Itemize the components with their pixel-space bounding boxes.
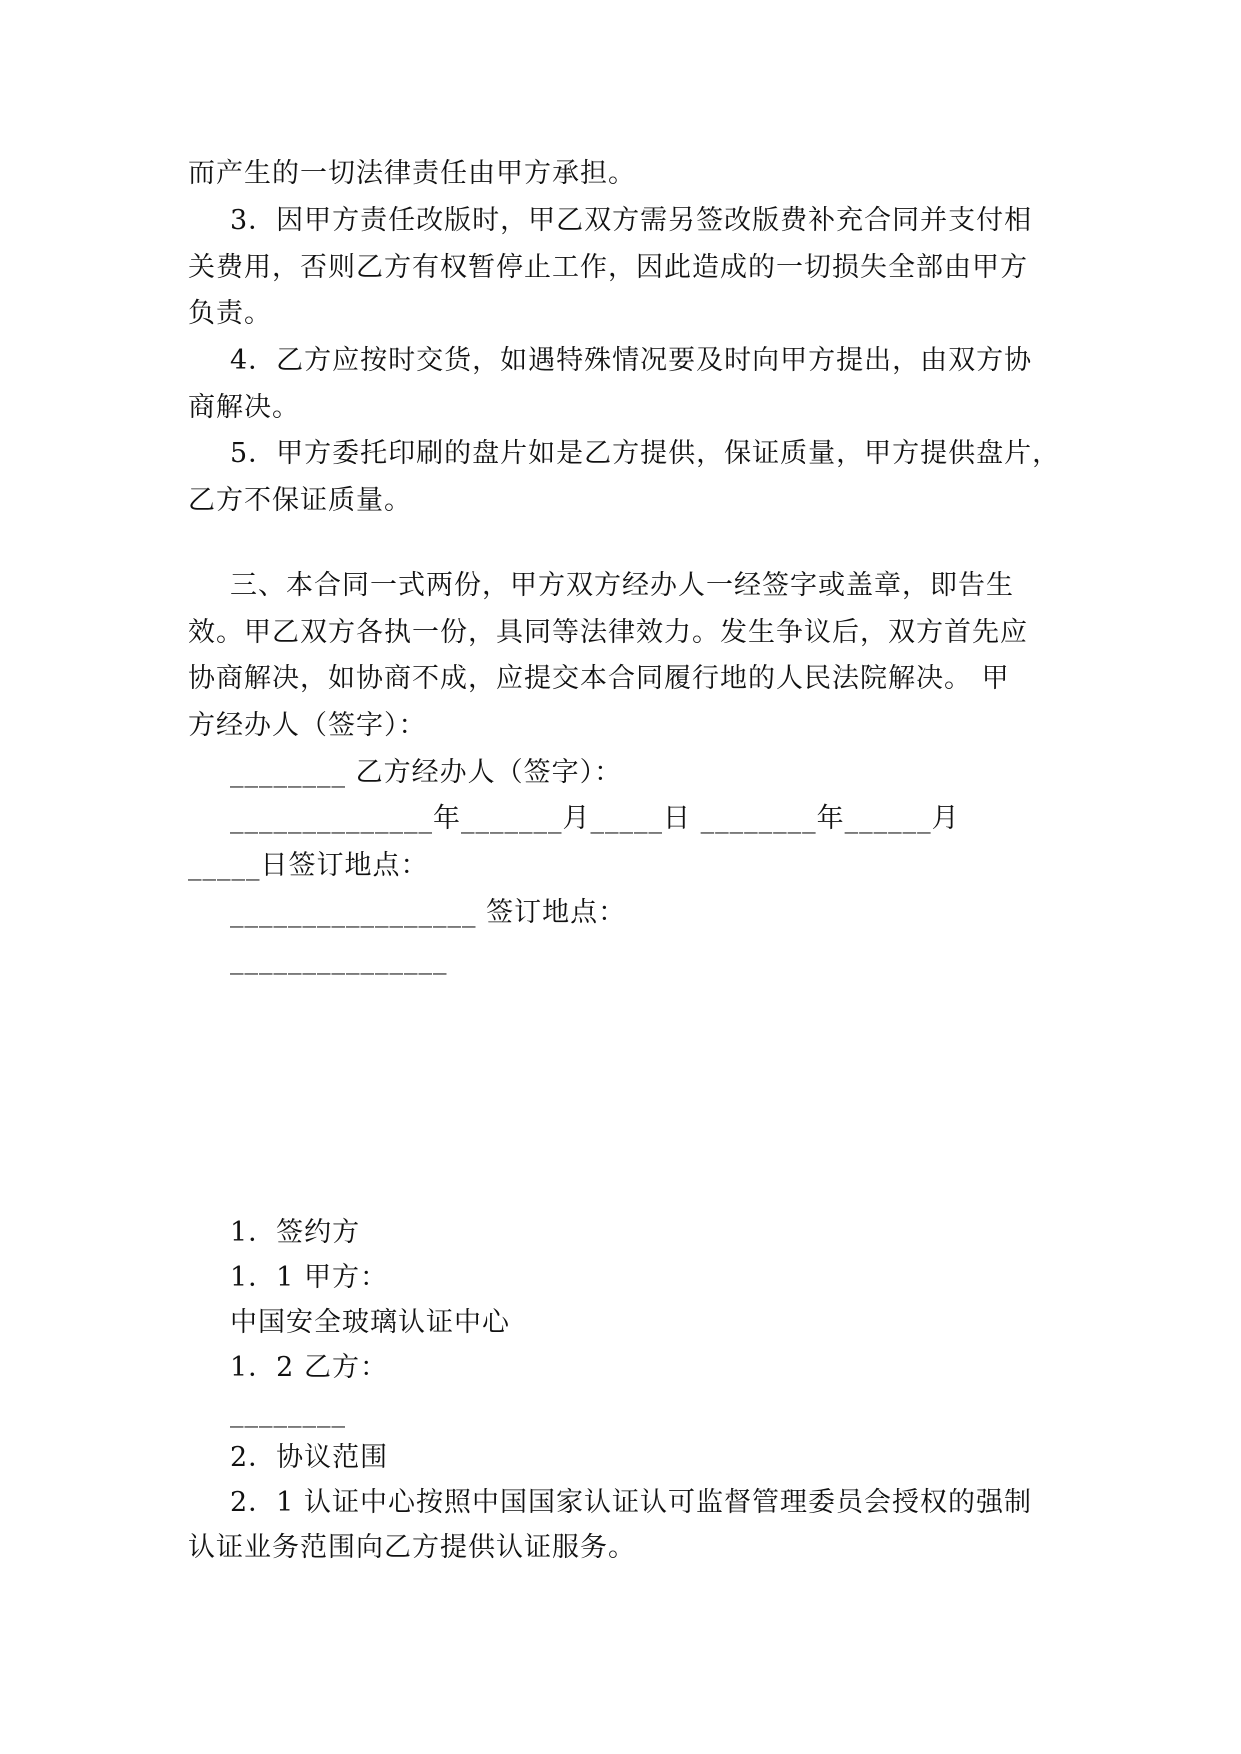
text-line: 1．2 乙方： [230, 1352, 388, 1383]
text-line: 1．1 甲方： [230, 1262, 388, 1293]
text-line: _____日签订地点： [188, 850, 429, 881]
date-line: ______________年_______月_____日 ________年______月 [230, 803, 960, 834]
signature-line: ________ 乙方经办人（签字）： [230, 757, 623, 788]
section-heading: 1．签约方 [230, 1217, 361, 1248]
text-line: 商解决。 [188, 392, 300, 423]
text-line: 负责。 [188, 298, 272, 329]
text-line: 关费用，否则乙方有权暂停止工作，因此造成的一切损失全部由甲方 [188, 252, 1028, 283]
text-line: 5．甲方委托印刷的盘片如是乙方提供，保证质量，甲方提供盘片， [230, 438, 1061, 469]
text-line: 乙方不保证质量。 [188, 485, 412, 516]
text-line: 4．乙方应按时交货，如遇特殊情况要及时向甲方提出，由双方协 [230, 345, 1033, 376]
text-line: 中国安全玻璃认证中心 [230, 1307, 510, 1338]
text-line: 认证业务范围向乙方提供认证服务。 [188, 1532, 636, 1563]
text-line: 三、本合同一式两份，甲方双方经办人一经签字或盖章，即告生 [230, 570, 1014, 601]
text-line: 而产生的一切法律责任由甲方承担。 [188, 158, 636, 189]
section-heading: 2．协议范围 [230, 1442, 389, 1473]
blank-line: ________ [230, 1397, 346, 1428]
text-line: 方经办人（签字）： [188, 710, 427, 741]
text-line: 效。甲乙双方各执一份，具同等法律效力。发生争议后，双方首先应 [188, 617, 1028, 648]
signing-place-line: _________________ 签订地点： [230, 897, 627, 928]
text-line: 协商解决，如协商不成，应提交本合同履行地的人民法院解决。 甲 [188, 663, 1010, 694]
blank-line: _______________ [230, 944, 448, 975]
text-line: 3．因甲方责任改版时，甲乙双方需另签改版费补充合同并支付相 [230, 205, 1033, 236]
text-line: 2．1 认证中心按照中国国家认证认可监督管理委员会授权的强制 [230, 1487, 1032, 1518]
